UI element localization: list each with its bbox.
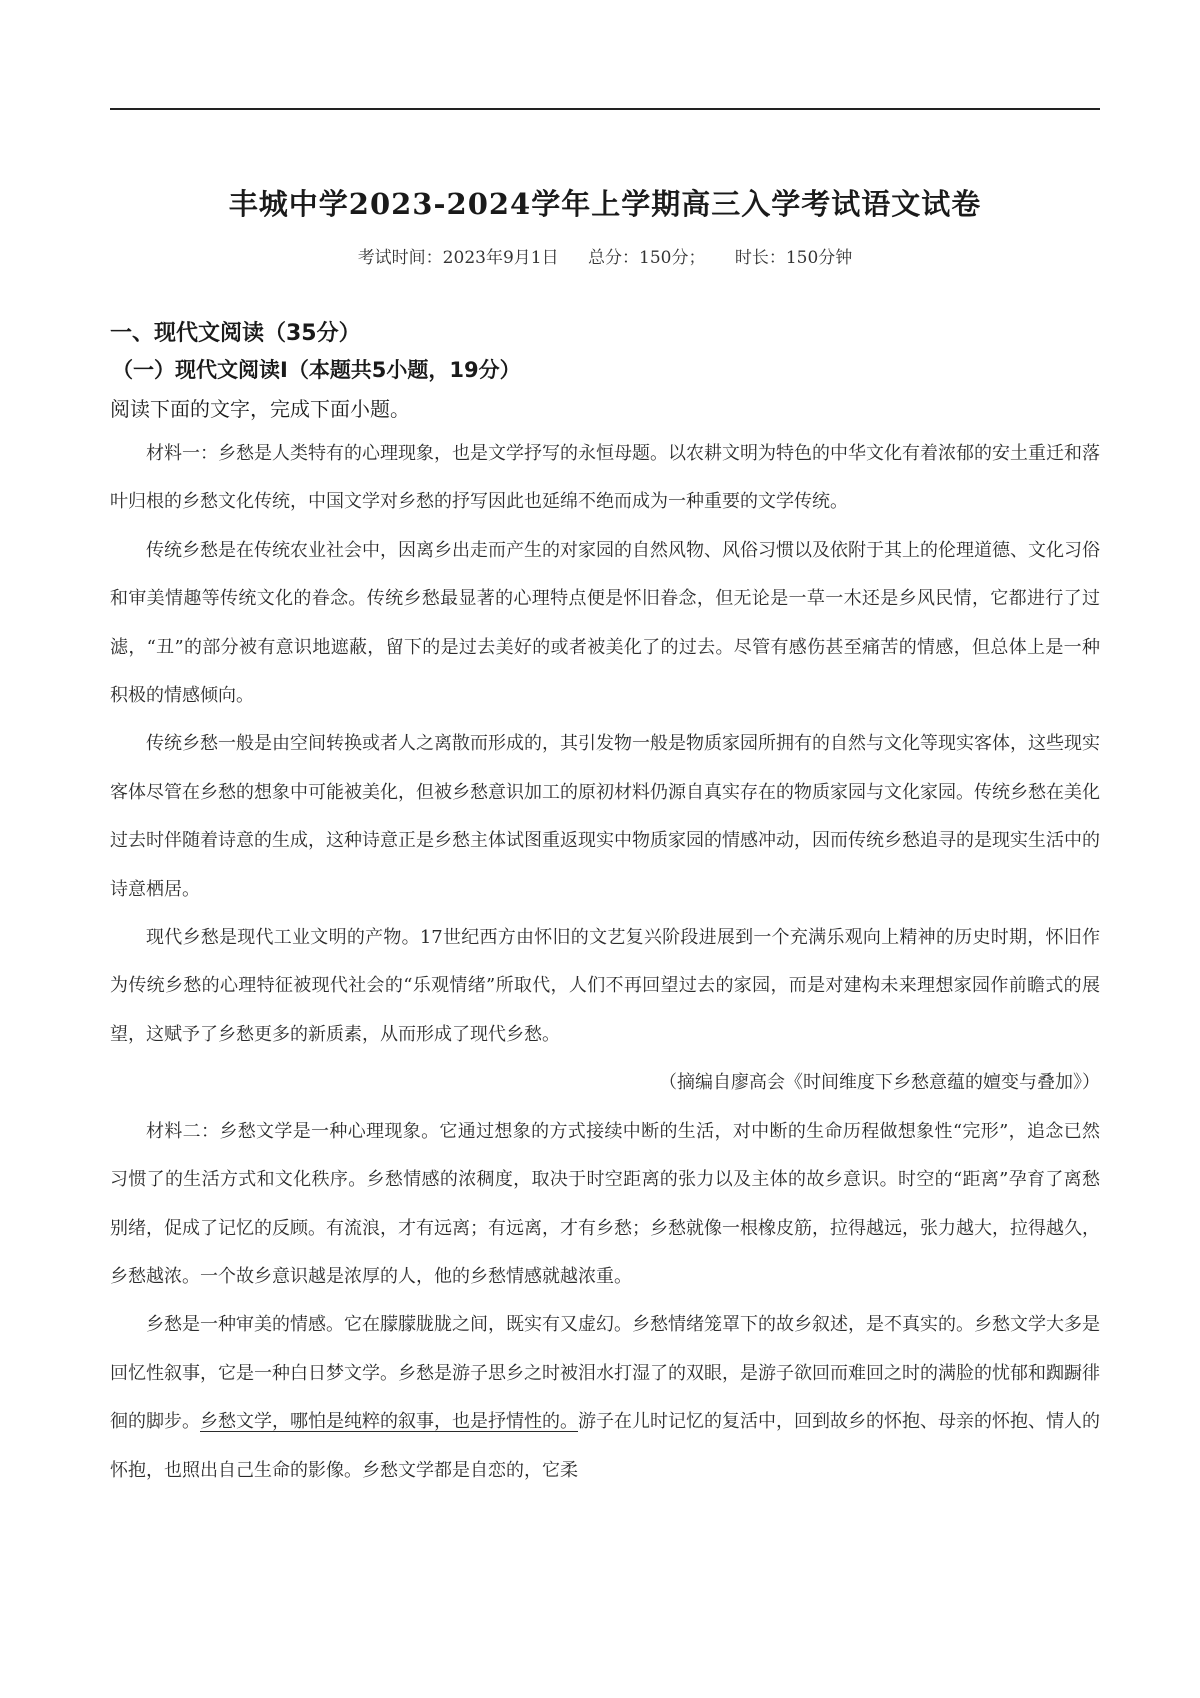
paragraph-aesthetic-emotion <box>110 1301 1100 1495</box>
paragraph-text-after: 游子在儿时记忆的复活中，回到故乡的怀抱、母亲的怀抱、情人的怀抱，也照出自己生命的影像。乡愁文学都是自恋的，它柔 <box>110 1411 1100 1481</box>
reading-passage <box>110 430 1100 1495</box>
paragraph-modern-nostalgia: 现代乡愁是现代工业文明的产物。17世纪西方由怀旧的文艺复兴阶段进展到一个充满乐观向上精神的历史时期，怀旧作为传统乡愁的心理特征被现代社会的“乐观情绪”所取代，人们不再回望过去的家园，而是对建构未来理想家园作前瞻式的展望，这赋予了乡愁更多的新质素，从而形成了现代乡愁。 <box>110 927 1100 1045</box>
header-rule <box>110 108 1100 110</box>
paragraph-space-shift: 传统乡愁一般是由空间转换或者人之离散而形成的，其引发物一般是物质家园所拥有的自然与文化等现实客体，这些现实客体尽管在乡愁的想象中可能被美化，但被乡愁意识加工的原初材料仍源自真实存在的物质家园与文化家园。传统乡愁在美化过去时伴随着诗意的生成，这种诗意正是乡愁主体试图重返现实中物质家园的情感冲动，因而传统乡愁追寻的是现实生活中的诗意栖居。 <box>110 733 1100 900</box>
section-heading: 一、现代文阅读（35分） <box>110 321 361 346</box>
reading-instruction: 阅读下面的文字，完成下面小题。 <box>110 397 410 421</box>
source-citation: （摘编自廖高会《时间维度下乡愁意蕴的嬗变与叠加》） <box>659 1072 1100 1094</box>
exam-title: 丰城中学2023-2024学年上学期高三入学考试语文试卷 <box>228 187 982 221</box>
exam-meta <box>110 243 1100 268</box>
underlined-sentence: 乡愁文学，哪怕是纯粹的叙事，也是抒情性的。 <box>200 1411 578 1433</box>
subsection-heading: （一）现代文阅读Ⅰ（本题共5小题，19分） <box>112 358 521 382</box>
paragraph-traditional-nostalgia: 传统乡愁是在传统农业社会中，因离乡出走而产生的对家园的自然风物、风俗习惯以及依附于其上的伦理道德、文化习俗和审美情趣等传统文化的眷念。传统乡愁最显著的心理特点便是怀旧眷念，但无论是一草一木还是乡风民情，它都进行了过滤，“丑”的部分被有意识地遮蔽，留下的是过去美好的或者被美化了的过去。尽管有感伤甚至痛苦的情感，但总体上是一种积极的情感倾向。 <box>110 539 1100 707</box>
exam-duration: 时长：150分钟 <box>734 248 853 268</box>
exam-time: 考试时间：2023年9月1日 <box>357 248 559 268</box>
paragraph-material-two: 材料二：乡愁文学是一种心理现象。它通过想象的方式接续中断的生活，对中断的生命历程做想象性“完形”，追念已然习惯了的生活方式和文化秩序。乡愁情感的浓稠度，取决于时空距离的张力以及主体的故乡意识。时空的“距离”孕育了离愁别绪，促成了记忆的反顾。有流浪，才有远离；有远离，才有乡愁；乡愁就像一根橡皮筋，拉得越远，张力越大，拉得越久，乡愁越浓。一个故乡意识越是浓厚的人，他的乡愁情感就越浓重。 <box>110 1120 1100 1287</box>
total-score: 总分：150分； <box>588 248 706 268</box>
paragraph-material-one: 材料一：乡愁是人类特有的心理现象，也是文学抒写的永恒母题。以农耕文明为特色的中华文化有着浓郁的安土重迁和落叶归根的乡愁文化传统，中国文学对乡愁的抒写因此也延绵不绝而成为一种重要的文学传统。 <box>110 443 1100 513</box>
paragraph-text-before: 乡愁是一种审美的情感。它在朦朦胧胧之间，既实有又虚幻。乡愁情绪笼罩下的故乡叙述，是不真实的。乡愁文学大多是回忆性叙事，它是一种白日梦文学。乡愁是游子思乡之时被泪水打湿了的双眼，是游子欲回而难回之时的满脸的忧郁和踟蹰徘徊的脚步。 <box>110 1314 1100 1433</box>
